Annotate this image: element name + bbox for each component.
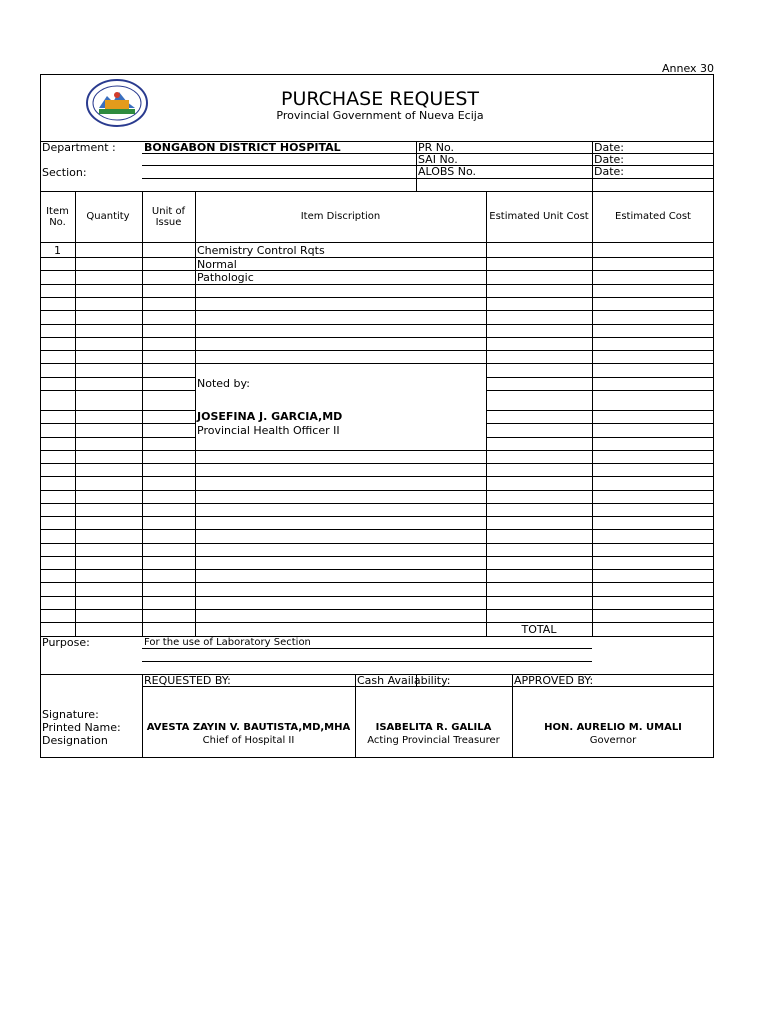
- alobs-no-label: ALOBS No.: [418, 165, 477, 178]
- table-column-line: [142, 191, 143, 636]
- approved-by-designation: Governor: [589, 735, 637, 746]
- form-subtitle: Provincial Government of Nueva Ecija: [276, 109, 484, 122]
- purpose-value: For the use of Laboratory Section: [144, 637, 311, 648]
- item-description-3: Pathologic: [197, 271, 254, 284]
- noted-by-name: JOSEFINA J. GARCIA,MD: [197, 410, 343, 423]
- requested-by-name: AVESTA ZAYIN V. BAUTISTA,MD,MHA: [146, 722, 351, 733]
- table-column-line: [486, 191, 487, 636]
- requested-by-label: REQUESTED BY:: [144, 674, 231, 687]
- table-row-line: [40, 437, 195, 438]
- signature-label: Signature:: [42, 708, 99, 721]
- table-row-line: [486, 423, 714, 424]
- table-row-line: [40, 410, 195, 411]
- col-unit-2: Issue: [155, 217, 182, 228]
- table-column-line: [195, 191, 196, 636]
- designation-label: Designation: [42, 734, 108, 747]
- item-description-2: Normal: [197, 258, 237, 271]
- total-label: TOTAL: [521, 623, 557, 636]
- col-unit-1: Unit of: [151, 206, 186, 217]
- col-cost: Estimated Cost: [615, 211, 691, 222]
- item-no-1: 1: [54, 244, 61, 257]
- sai-no-label: SAI No.: [418, 153, 458, 166]
- table-row-line: [40, 377, 195, 378]
- requested-by-designation: Chief of Hospital II: [202, 735, 295, 746]
- table-column-line: [592, 191, 593, 636]
- table-column-line: [75, 191, 76, 636]
- table-row-line: [486, 377, 714, 378]
- printed-name-label: Printed Name:: [42, 721, 121, 734]
- noted-by-label: Noted by:: [197, 377, 250, 390]
- annex-label: Annex 30: [662, 62, 715, 75]
- department-label: Department :: [42, 141, 116, 154]
- sai-date-label: Date:: [594, 153, 624, 166]
- noted-by-position: Provincial Health Officer II: [197, 424, 340, 437]
- table-row-line: [40, 636, 714, 637]
- department-value: BONGABON DISTRICT HOSPITAL: [144, 141, 341, 154]
- cash-signatory-name: ISABELITA R. GALILA: [375, 722, 492, 733]
- approved-by-label: APPROVED BY:: [514, 674, 594, 687]
- provincial-seal: [85, 78, 149, 128]
- table-row-line: [486, 410, 714, 411]
- col-unit-cost: Estimated Unit Cost: [489, 211, 589, 222]
- table-row-line: [486, 390, 714, 391]
- col-item-no-1: Item: [46, 206, 69, 217]
- col-quantity: Quantity: [86, 211, 130, 222]
- approved-by-name: HON. AURELIO M. UMALI: [544, 722, 682, 733]
- table-row-line: [486, 437, 714, 438]
- cash-signatory-designation: Acting Provincial Treasurer: [367, 735, 500, 746]
- pr-no-label: PR No.: [418, 141, 455, 154]
- col-item-no-2: No.: [49, 217, 66, 228]
- table-row-line: [40, 390, 195, 391]
- pr-date-label: Date:: [594, 141, 624, 154]
- cash-availability-label: Cash Availability:: [357, 674, 451, 687]
- alobs-date-label: Date:: [594, 165, 624, 178]
- section-label: Section:: [42, 166, 87, 179]
- table-row-line: [40, 423, 195, 424]
- col-description: Item Discription: [300, 211, 381, 222]
- form-title: PURCHASE REQUEST: [280, 88, 479, 110]
- item-description-1: Chemistry Control Rqts: [197, 244, 325, 257]
- purpose-label: Purpose:: [42, 636, 90, 649]
